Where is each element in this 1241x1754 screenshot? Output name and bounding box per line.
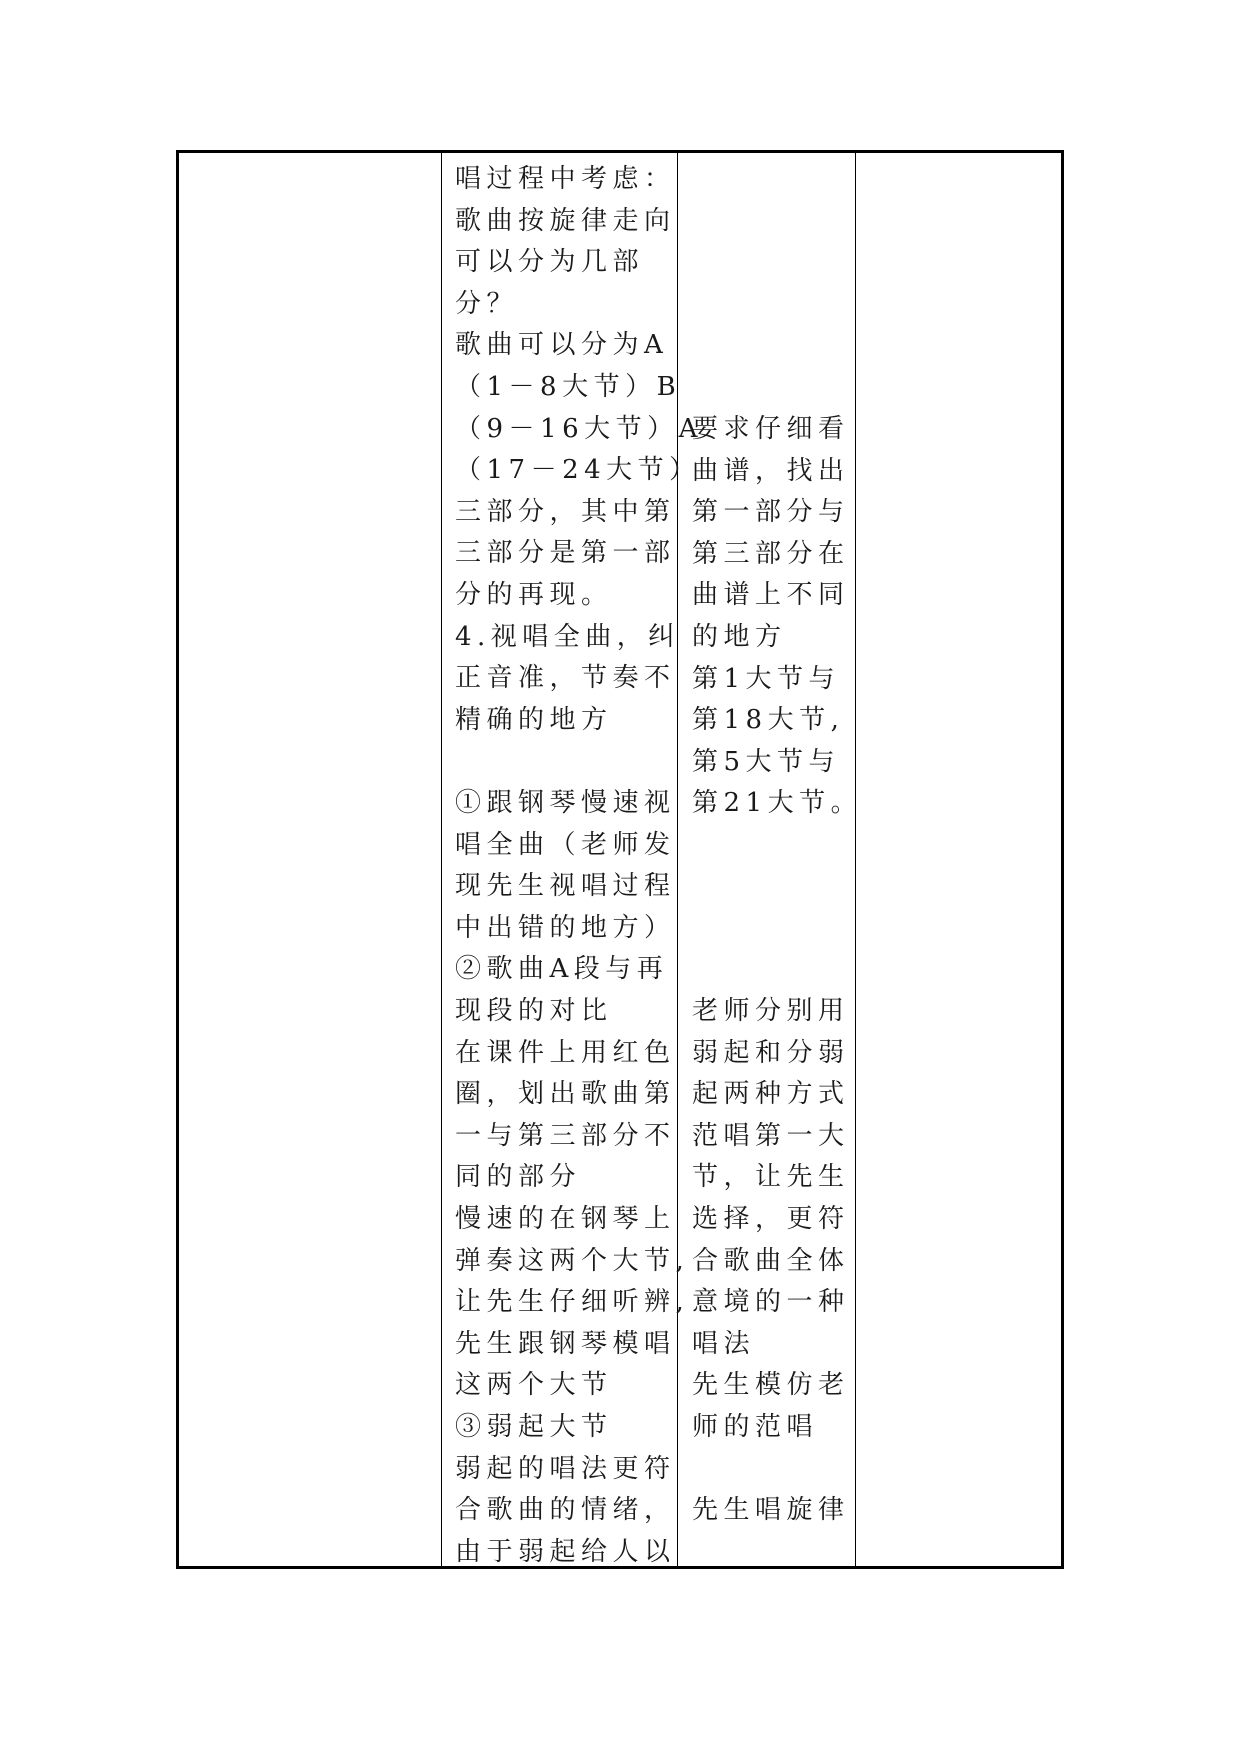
text-line: 唱过程中考虑： xyxy=(455,164,676,194)
text-line: 要求仔细看 xyxy=(692,414,850,444)
text-line: 意境的一种 xyxy=(692,1287,850,1318)
teaching-process-cell xyxy=(442,152,703,1568)
text-line: 第5大节与 xyxy=(692,746,841,777)
text-line: 一与第三部分不 xyxy=(455,1120,676,1151)
text-line: 由于弱起给人以 xyxy=(455,1536,676,1567)
text-line: 4.视唱全曲，纠 xyxy=(455,621,680,652)
activity-text-block-2 xyxy=(692,991,849,1449)
text-line: ①跟钢琴慢速视 xyxy=(455,788,676,818)
text-line: 这两个大节 xyxy=(455,1370,613,1401)
text-line: 弱起和分弱 xyxy=(692,1037,850,1068)
text-line: 三部分，其中第 xyxy=(455,496,676,527)
text-line: （17－24大节） xyxy=(455,455,701,486)
process-text-block-1 xyxy=(455,159,703,741)
text-line: 的地方 xyxy=(692,621,787,652)
text-line: （9－16大节）A xyxy=(455,413,703,444)
text-line: 歌曲可以分为A xyxy=(455,330,669,361)
text-line: 正音准，节奏不 xyxy=(455,663,676,694)
text-line: 让先生仔细听辨, xyxy=(455,1287,690,1318)
text-line: 第一部分与 xyxy=(692,497,850,528)
empty-cell-left xyxy=(178,152,442,1568)
text-line: （1－8大节）B xyxy=(455,371,682,402)
text-line: 先生模仿老 xyxy=(692,1370,850,1401)
text-line: 可以分为几部 xyxy=(455,247,645,278)
text-line: 分的再现。 xyxy=(455,579,613,610)
text-line: 圈，划出歌曲第 xyxy=(455,1079,676,1110)
text-line: ③弱起大节 xyxy=(455,1411,613,1442)
activity-text-block-1 xyxy=(692,409,863,825)
text-line: 曲谱上不同 xyxy=(692,580,850,611)
text-line: 慢速的在钢琴上 xyxy=(455,1203,676,1234)
text-line: 第18大节, xyxy=(692,705,845,736)
text-line: 弹奏这两个大节, xyxy=(455,1245,690,1276)
text-line: 曲谱，找出 xyxy=(692,455,850,486)
text-line: 师的范唱 xyxy=(692,1411,819,1442)
text-line: 先生跟钢琴模唱 xyxy=(455,1328,676,1359)
text-line: 同的部分 xyxy=(455,1162,582,1193)
text-line: 范唱第一大 xyxy=(692,1120,850,1151)
text-line: 第三部分在 xyxy=(692,538,850,569)
text-line: 唱法 xyxy=(692,1328,756,1359)
text-line: 老师分别用 xyxy=(692,996,850,1026)
table-row xyxy=(178,152,1063,1568)
text-line: 在课件上用红色 xyxy=(455,1037,676,1068)
empty-cell-right xyxy=(856,152,1063,1568)
text-line: 三部分是第一部 xyxy=(455,538,676,569)
text-line: ②歌曲A段与再 xyxy=(455,954,669,985)
activity-text-block-3 xyxy=(692,1490,849,1532)
text-line: 合歌曲全体 xyxy=(692,1245,850,1276)
text-line: 唱全曲（老师发 xyxy=(455,829,676,860)
text-line: 先生唱旋律 xyxy=(692,1495,850,1525)
text-line: 弱起的唱法更符 xyxy=(455,1453,676,1484)
text-line: 第21大节。 xyxy=(692,788,863,819)
text-line: 中出错的地方） xyxy=(455,912,676,943)
lesson-plan-table xyxy=(176,150,1064,1569)
student-activity-cell xyxy=(678,152,863,1568)
text-line: 现段的对比 xyxy=(455,995,613,1026)
text-line: 合歌曲的情绪， xyxy=(455,1495,676,1526)
text-line: 现先生视唱过程 xyxy=(455,871,676,902)
text-line: 节，让先生 xyxy=(692,1162,850,1193)
text-line: 选择，更符 xyxy=(692,1203,850,1234)
text-line: 精确的地方 xyxy=(455,704,613,735)
text-line: 歌曲按旋律走向 xyxy=(455,205,676,236)
text-line: 起两种方式 xyxy=(692,1079,850,1110)
text-line: 第1大节与 xyxy=(692,663,841,694)
process-text-block-2 xyxy=(455,783,690,1573)
text-line: 分？ xyxy=(455,288,519,319)
